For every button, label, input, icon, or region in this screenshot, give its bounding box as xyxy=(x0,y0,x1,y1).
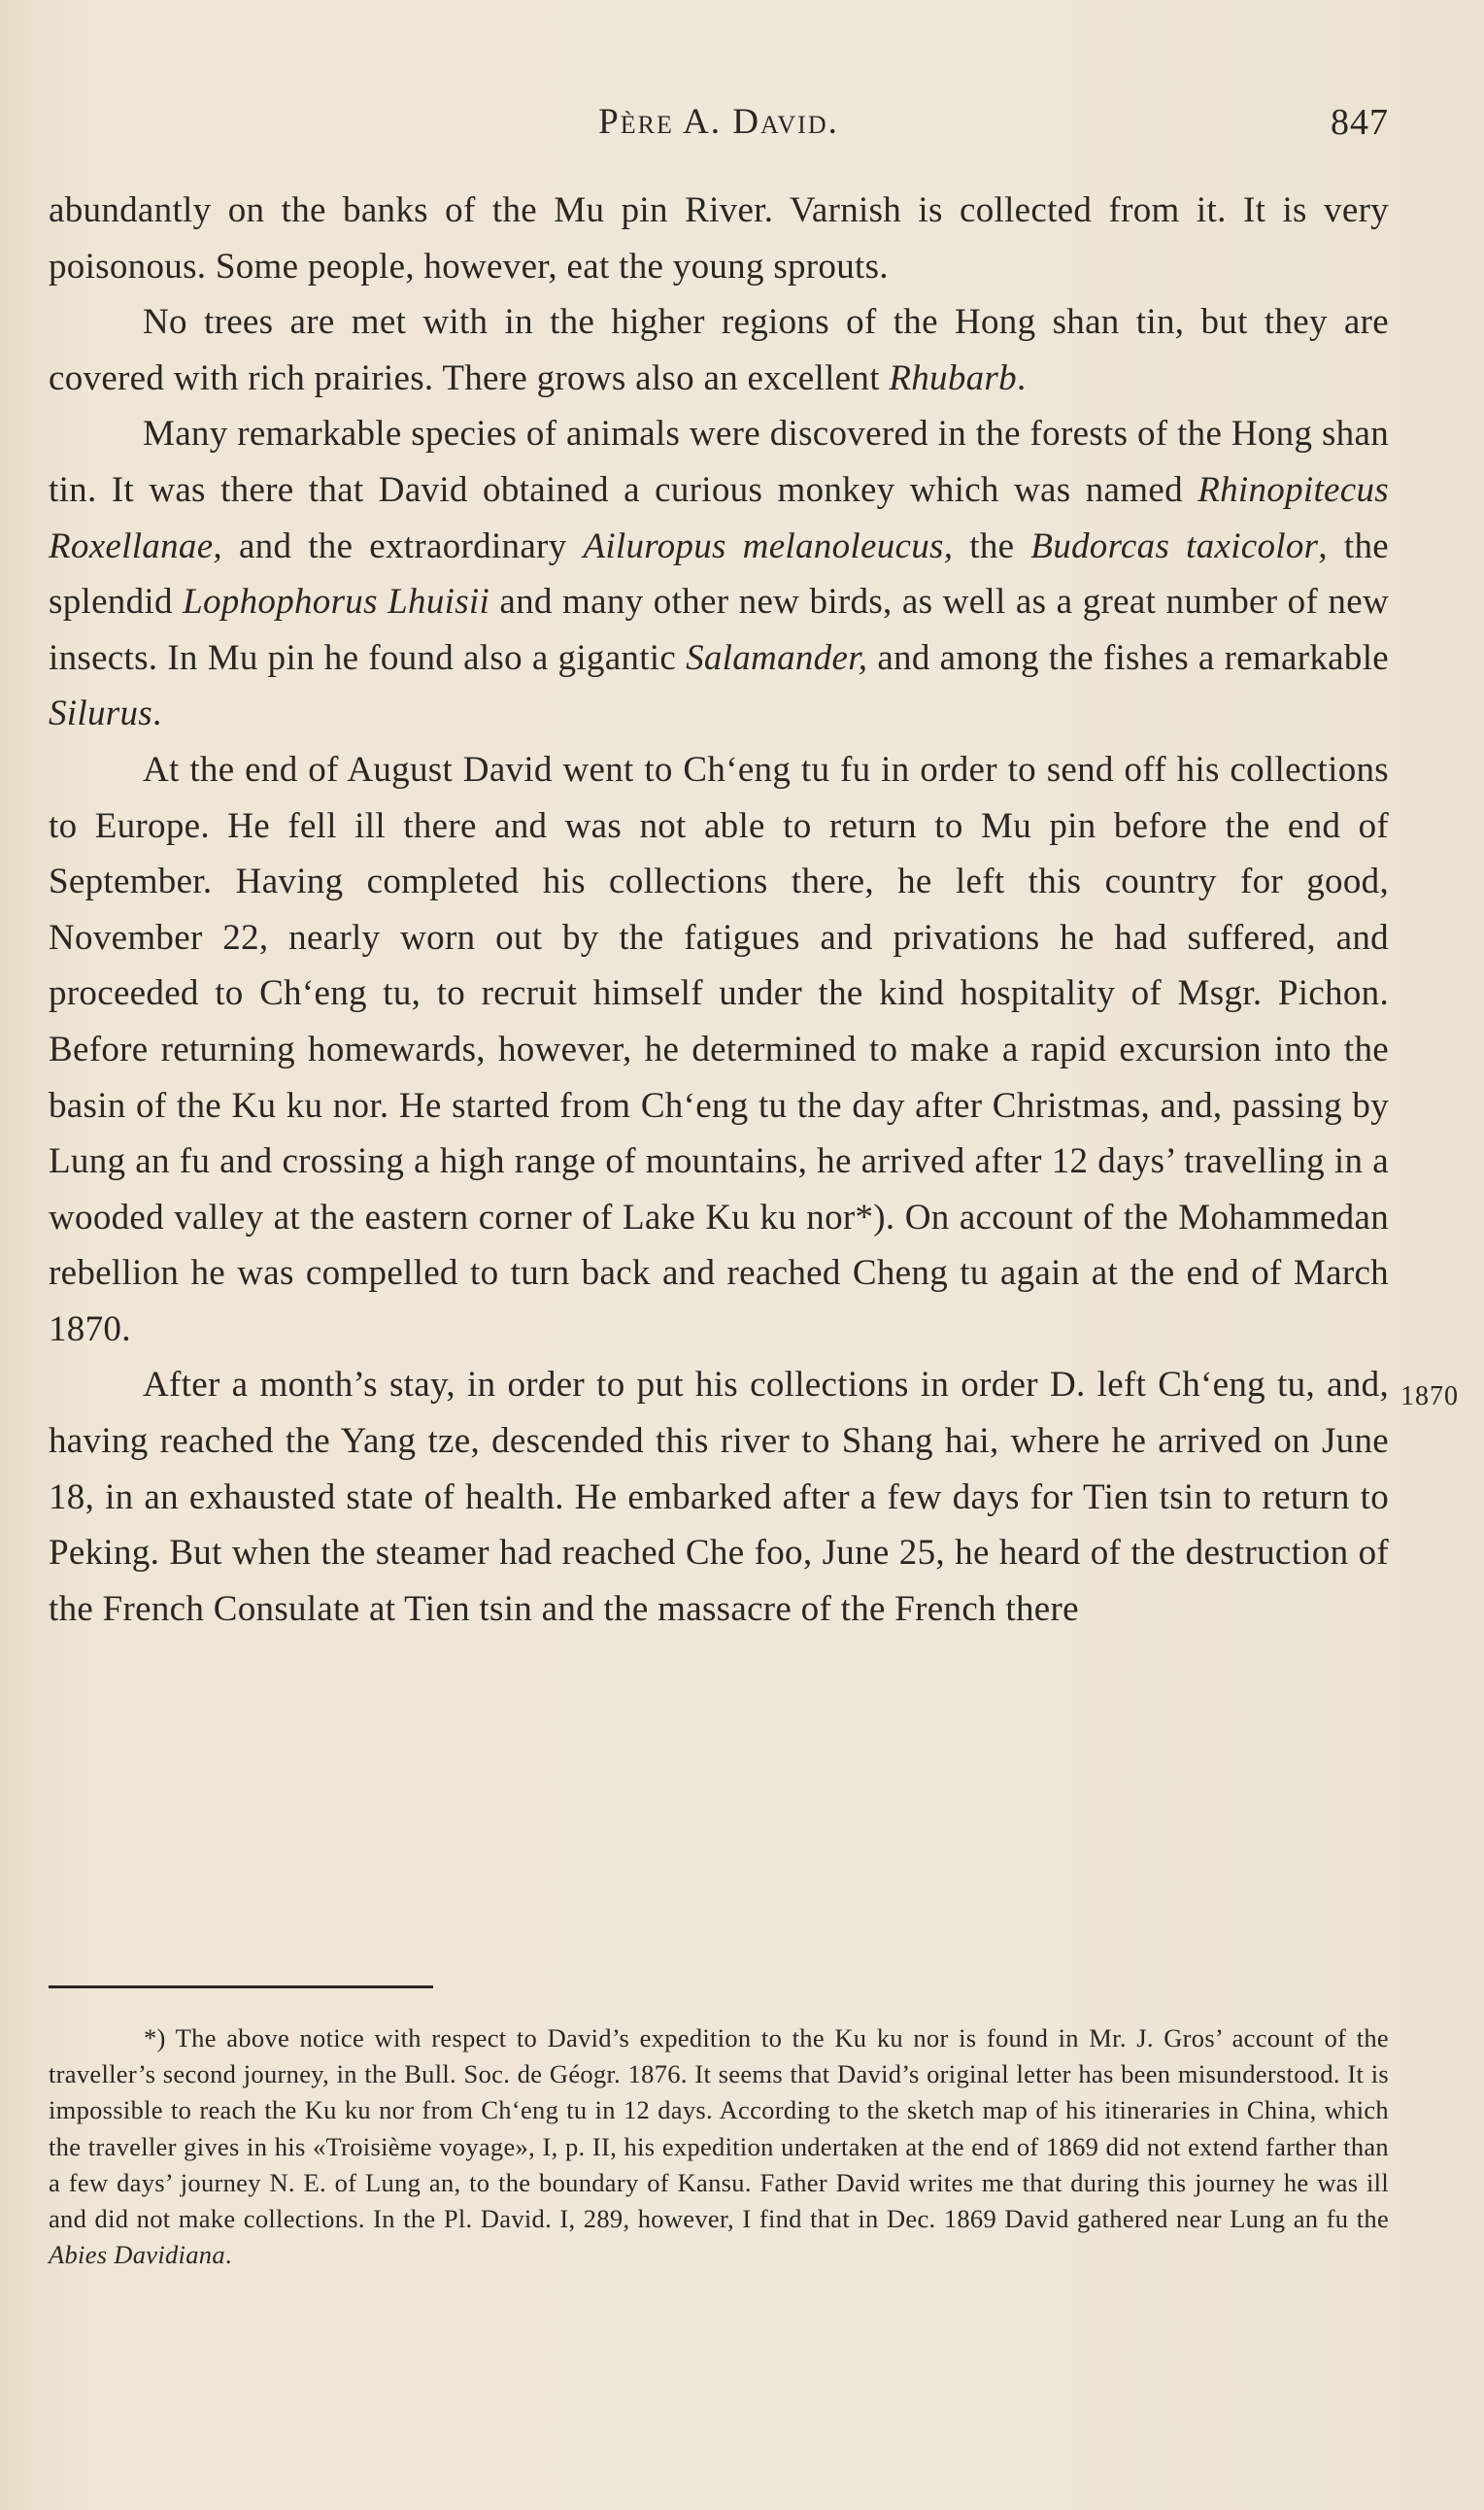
text-run: the xyxy=(953,526,1031,566)
text-run: Many remarkable species of animals were discovered in the forests of the Hong shan tin. It was there that David obtained a curious monkey which was named xyxy=(49,414,1389,510)
italic-text-run: Abies Davidiana xyxy=(49,2240,225,2270)
text-run: . xyxy=(152,694,162,734)
page-number: 847 xyxy=(1331,102,1389,143)
italic-text-run: Rhubarb xyxy=(889,357,1017,398)
footnote-divider xyxy=(49,1985,433,1988)
running-head: Père A. David. xyxy=(598,102,839,142)
text-run: , the splendid xyxy=(49,526,1389,623)
footnote-text xyxy=(49,2020,1389,2273)
paragraph xyxy=(49,294,1389,406)
italic-text-run: Lophophorus Lhuisii xyxy=(183,582,490,623)
text-run: and among the fishes a remarkable xyxy=(867,637,1389,678)
footnote xyxy=(49,2020,1389,2273)
text-run: . xyxy=(1016,357,1027,398)
italic-text-run: Silurus xyxy=(49,694,152,734)
paragraph xyxy=(49,406,1389,742)
paragraph xyxy=(49,1357,1389,1637)
italic-text-run: Salamander, xyxy=(686,637,868,678)
italic-text-run: Ailuropus melanoleucus, xyxy=(583,526,954,566)
paragraph xyxy=(49,742,1389,1358)
margin-year-note: 1870 xyxy=(1400,1381,1459,1411)
text-run: and the extraordinary xyxy=(221,526,584,566)
text-run: *) The above notice with respect to David’s expedition to the Ku ku nor is found in Mr. J. Gros’ account of the traveller’s second journey, in the Bull. Soc. de Géogr. 1876. It seems that David’s original letter has been misunderstood. It is impossible to reach the Ku ku nor from Chʻeng tu in 12 days. According to the sketch map of his itineraries in China, which the traveller gives in his «Troisième voyage», I, p. II, his expedition undertaken at the end of 1869 did not extend farther than a few days’ journey N. E. of Lung an, to the boundary of Kansu. Father David writes me that during this journey he was ill and did not make collections. In the Pl. David. I, 289, however, I find that in Dec. 1869 David gathered near Lung an fu the xyxy=(49,2023,1389,2234)
text-run: and many other new birds, as well as a great number of new insects. In Mu pin he found also a gigantic xyxy=(49,582,1389,678)
text-run: After a month’s stay, in order to put his collections in order D. left Chʻeng tu, and, having reached the Yang tze, descended this river to Shang hai, where he arrived on June 18, in an exhausted state of health. He embarked after a few days for Tien tsin to return to Peking. But when the steamer had reached Che foo, June 25, he heard of the destruction of the French Consulate at Tien tsin and the massacre of the French there xyxy=(49,1365,1389,1629)
text-run: . xyxy=(224,2240,232,2270)
page-header xyxy=(49,95,1389,153)
italic-text-run: Rhinopitecus Roxellanae, xyxy=(49,469,1389,566)
text-run: No trees are met with in the higher regions of the Hong shan tin, but they are covered with rich prairies. There grows also an excellent xyxy=(49,302,1389,398)
italic-text-run: Budorcas taxicolor xyxy=(1030,526,1319,566)
text-run: abundantly on the banks of the Mu pin River. Varnish is collected from it. It is very poisonous. Some people, however, eat the young sprouts. xyxy=(49,190,1389,287)
body-text xyxy=(49,183,1389,1637)
text-run: At the end of August David went to Chʻeng tu fu in order to send off his collections to Europe. He fell ill there and was not able to return to Mu pin before the end of September. Having completed his collections there, he left this country for good, November 22, nearly worn out by the fatigues and privations he had suffered, and proceeded to Chʻeng tu, to recruit himself under the kind hospitality of Msgr. Pichon. Before returning homewards, however, he determined to make a rapid excursion into the basin of the Ku ku nor. He started from Chʻeng tu the day after Christmas, and, passing by Lung an fu and crossing a high range of mountains, he arrived after 12 days’ travelling in a wooded valley at the eastern corner of Lake Ku ku nor*). On account of the Mohammedan rebellion he was compelled to turn back and reached Cheng tu again at the end of March 1870. xyxy=(49,749,1389,1349)
paragraph xyxy=(49,183,1389,294)
